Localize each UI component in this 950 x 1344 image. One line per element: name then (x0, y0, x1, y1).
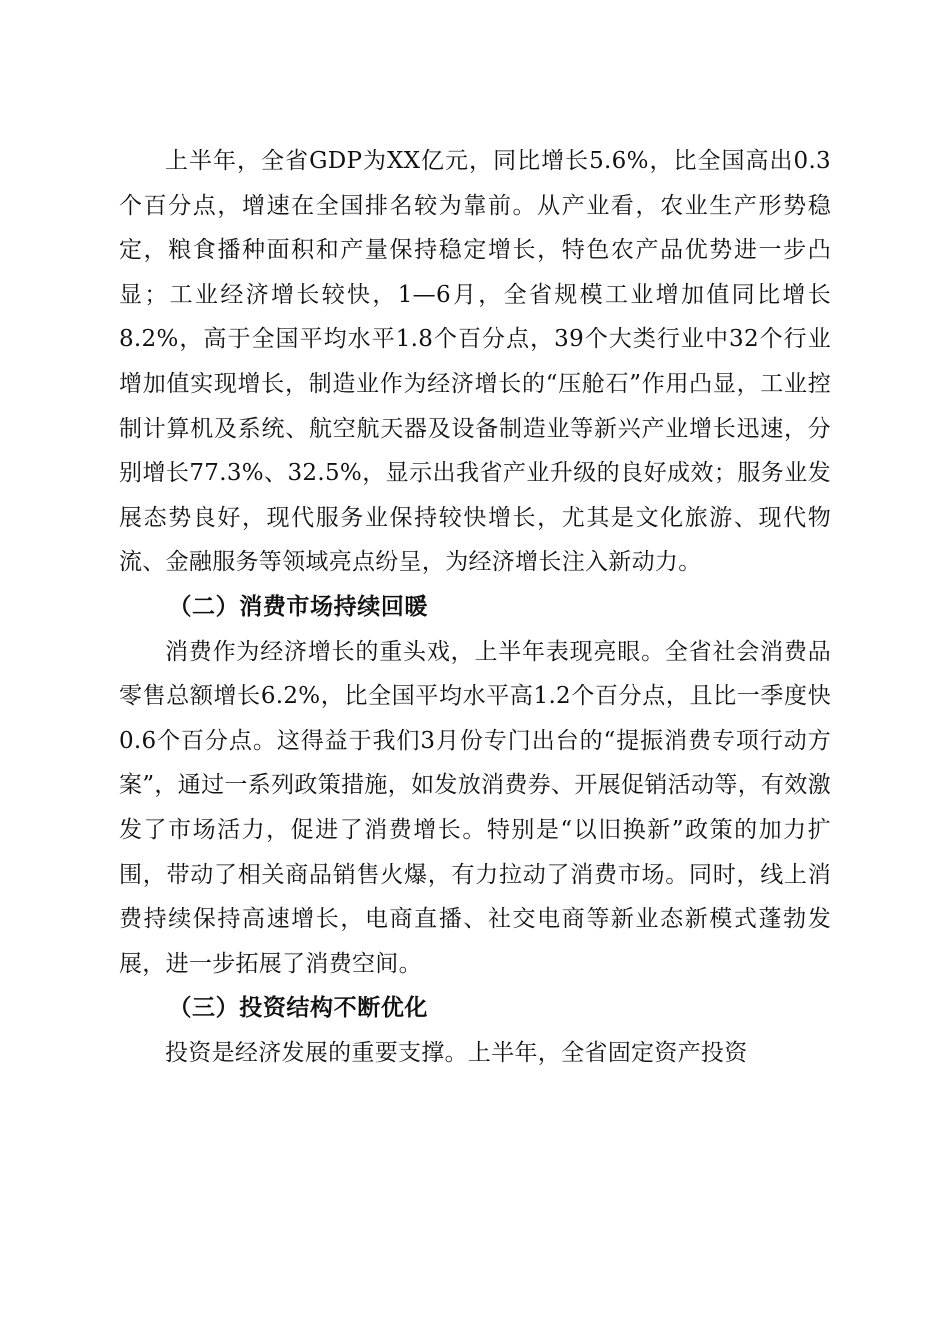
paragraph-investment: 投资是经济发展的重要支撑。上半年，全省固定资产投资 (165, 1039, 748, 1066)
body-text (119, 139, 831, 1075)
paragraph-consumption: 消费作为经济增长的重头戏，上半年表现亮眼。全省社会消费品零售总额增长6.2%，比全国平均水平高1.2个百分点，且比一季度快0.6个百分点。这得益于我们3月份专门出台的“提振消费专项行动方案”，通过一系列政策措施，如发放消费券、开展促销活动等，有效激发了市场活力，促进了消费增长。特别是“以旧换新”政策的加力扩围，带动了相关商品销售火爆，有力拉动了消费市场。同时，线上消费持续保持高速增长，电商直播、社交电商等新业态新模式蓬勃发展，进一步拓展了消费空间。 (119, 638, 831, 977)
paragraph-economy-overview: 上半年，全省GDP为XX亿元，同比增长5.6%，比全国高出0.3个百分点，增速在全国排名较为靠前。从产业看，农业生产形势稳定，粮食播种面积和产量保持稳定增长，特色农产品优势进一步凸显；工业经济增长较快，1—6月，全省规模工业增加值同比增长8.2%，高于全国平均水平1.8个百分点，39个大类行业中32个行业增加值实现增长，制造业作为经济增长的“压舱石”作用凸显，工业控制计算机及系统、航空航天器及设备制造业等新兴产业增长迅速，分别增长77.3%、32.5%，显示出我省产业升级的良好成效；服务业发展态势良好，现代服务业保持较快增长，尤其是文化旅游、现代物流、金融服务等领域亮点纷呈，为经济增长注入新动力。 (119, 148, 831, 576)
section-heading-consumption: （二）消费市场持续回暖 (168, 592, 429, 620)
section-heading-investment: （三）投资结构不断优化 (168, 994, 429, 1022)
